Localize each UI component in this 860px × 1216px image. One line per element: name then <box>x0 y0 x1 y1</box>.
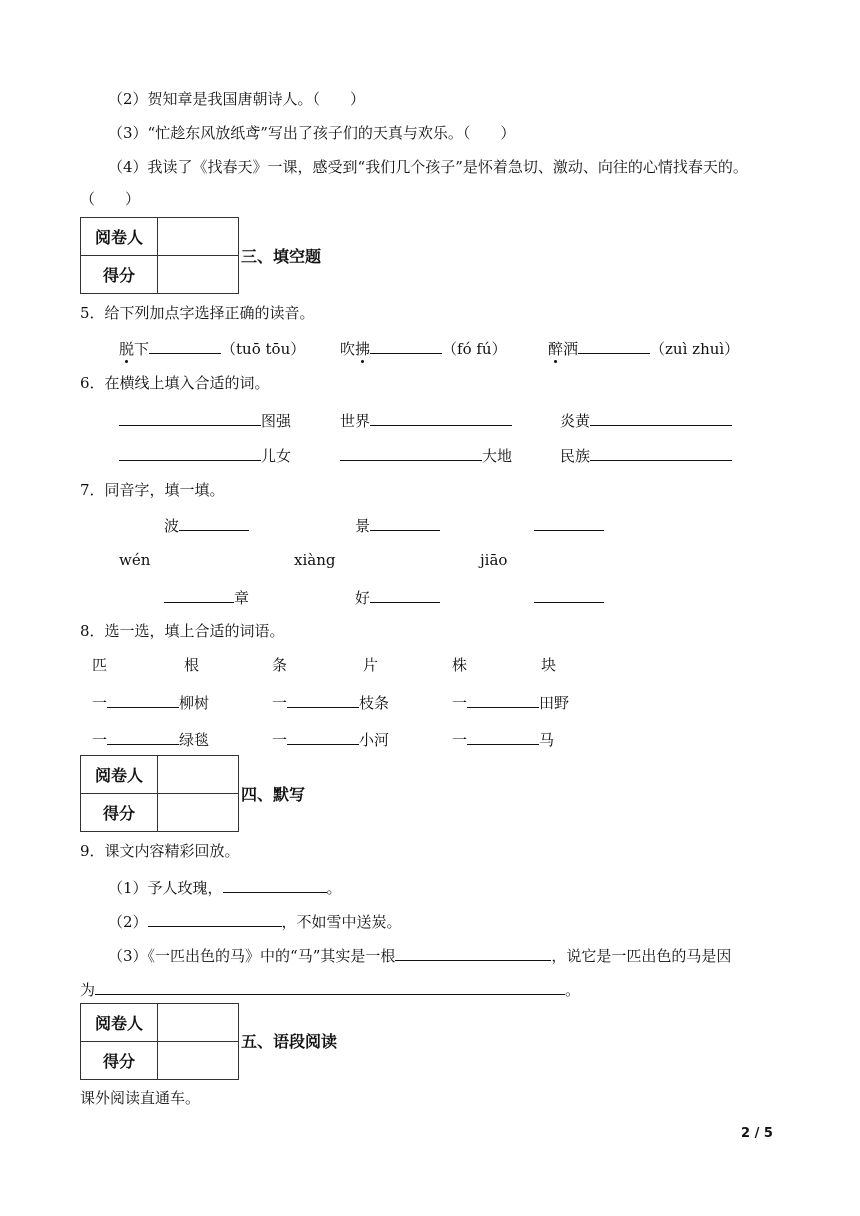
question-8-stem: 8．选一选，填上合适的词语。 <box>80 622 285 640</box>
q6-r1-c1: 图强 <box>119 409 291 431</box>
q7-bottom-3 <box>534 586 604 608</box>
q6-r1-c2: 世界 <box>340 409 512 431</box>
q8-r2-c1: 一 绿毯 <box>92 728 209 750</box>
answer-blank[interactable] <box>534 586 604 603</box>
question-9-stem: 9．课文内容精彩回放。 <box>80 842 240 860</box>
option-word: 根 <box>184 656 200 674</box>
score-cell[interactable] <box>158 1042 239 1080</box>
q5-item-1: 脱下 （tuō tōu） <box>119 337 305 359</box>
q5-item-3: 醉洒 （zuì zhuì） <box>548 337 739 359</box>
pinyin-jiao: jiāo <box>480 551 508 569</box>
q7-bottom-2: 好 <box>355 586 440 608</box>
reviewer-cell[interactable] <box>158 218 239 256</box>
answer-blank[interactable] <box>534 514 604 531</box>
option-word: 块 <box>541 656 557 674</box>
judge-item-2: （2）贺知章是我国唐朝诗人。（ ） <box>108 90 366 108</box>
answer-blank[interactable] <box>590 409 732 426</box>
q7-top-1: 波 <box>164 514 249 536</box>
answer-blank[interactable] <box>467 728 539 745</box>
q8-r2-c3: 一 马 <box>452 728 554 750</box>
question-7-stem: 7．同音字，填一填。 <box>80 481 225 499</box>
answer-blank[interactable] <box>590 444 732 461</box>
q8-r2-c2: 一 小河 <box>272 728 389 750</box>
q9-line-2: （2） ，不如雪中送炭。 <box>108 910 402 932</box>
answer-blank[interactable] <box>95 978 565 995</box>
option-word: 株 <box>452 656 468 674</box>
q6-r2-c1: 儿女 <box>119 444 291 466</box>
answer-blank[interactable] <box>287 691 359 708</box>
q7-top-2: 景 <box>355 514 440 536</box>
q9-line-1: （1）予人玫瑰， 。 <box>108 876 342 898</box>
answer-blank[interactable] <box>370 409 512 426</box>
q6-r2-c3: 民族 <box>560 444 732 466</box>
score-label: 得分 <box>81 256 158 294</box>
answer-blank[interactable] <box>119 444 261 461</box>
score-box <box>80 755 239 832</box>
option-word: 匹 <box>92 656 108 674</box>
q8-r1-c1: 一 柳树 <box>92 691 209 713</box>
question-6-stem: 6．在横线上填入合适的词。 <box>80 374 270 392</box>
judge-item-4: （4）我读了《找春天》一课，感受到“我们几个孩子”是怀着急切、激动、向往的心情找春天的。 <box>108 158 748 176</box>
judge-item-3: （3）“忙趁东风放纸鸢”写出了孩子们的天真与欢乐。（ ） <box>108 124 516 142</box>
score-cell[interactable] <box>158 256 239 294</box>
reviewer-label: 阅卷人 <box>81 1004 158 1042</box>
answer-blank[interactable] <box>340 444 482 461</box>
reviewer-cell[interactable] <box>158 1004 239 1042</box>
score-label: 得分 <box>81 1042 158 1080</box>
answer-blank[interactable] <box>578 337 650 354</box>
judge-item-4-paren: （ ） <box>80 190 141 208</box>
dotted-char: 拂 <box>355 340 371 358</box>
q9-line-3: （3）《一匹出色的马》中的“马”其实是一根 ，说它是一匹出色的马是因 <box>108 944 731 966</box>
answer-blank[interactable] <box>107 691 179 708</box>
q7-bottom-1: 章 <box>164 586 249 608</box>
q7-top-3 <box>534 514 604 536</box>
q8-r1-c2: 一 枝条 <box>272 691 389 713</box>
question-5-stem: 5．给下列加点字选择正确的读音。 <box>80 304 315 322</box>
page-number: 2 / 5 <box>741 1126 773 1141</box>
pinyin-wen: wén <box>119 551 151 569</box>
score-box <box>80 1003 239 1080</box>
section-title-4: 四、默写 <box>241 785 306 804</box>
dotted-char: 醉 <box>548 340 564 358</box>
reviewer-label: 阅卷人 <box>81 756 158 794</box>
answer-blank[interactable] <box>179 514 249 531</box>
answer-blank[interactable] <box>107 728 179 745</box>
answer-blank[interactable] <box>148 910 282 927</box>
answer-blank[interactable] <box>467 691 539 708</box>
pinyin-xiang: xiàng <box>294 551 336 569</box>
q6-r2-c2: 大地 <box>340 444 512 466</box>
q9-line-4: 为 。 <box>80 978 580 1000</box>
answer-blank[interactable] <box>149 337 221 354</box>
q5-item-2: 吹拂 （fó fú） <box>340 337 507 359</box>
answer-blank[interactable] <box>395 944 551 961</box>
q8-r1-c3: 一 田野 <box>452 691 569 713</box>
answer-blank[interactable] <box>119 409 261 426</box>
score-box <box>80 217 239 294</box>
answer-blank[interactable] <box>370 514 440 531</box>
section-title-3: 三、填空题 <box>241 247 322 266</box>
option-word: 条 <box>272 656 288 674</box>
answer-blank[interactable] <box>370 586 440 603</box>
score-label: 得分 <box>81 794 158 832</box>
section-title-5: 五、语段阅读 <box>241 1032 338 1051</box>
answer-blank[interactable] <box>287 728 359 745</box>
answer-blank[interactable] <box>370 337 442 354</box>
answer-blank[interactable] <box>223 876 327 893</box>
reading-intro: 课外阅读直通车。 <box>80 1089 201 1107</box>
q6-r1-c3: 炎黄 <box>560 409 732 431</box>
reviewer-cell[interactable] <box>158 756 239 794</box>
score-cell[interactable] <box>158 794 239 832</box>
option-word: 片 <box>363 656 379 674</box>
reviewer-label: 阅卷人 <box>81 218 158 256</box>
answer-blank[interactable] <box>164 586 234 603</box>
dotted-char: 脱 <box>119 340 135 358</box>
